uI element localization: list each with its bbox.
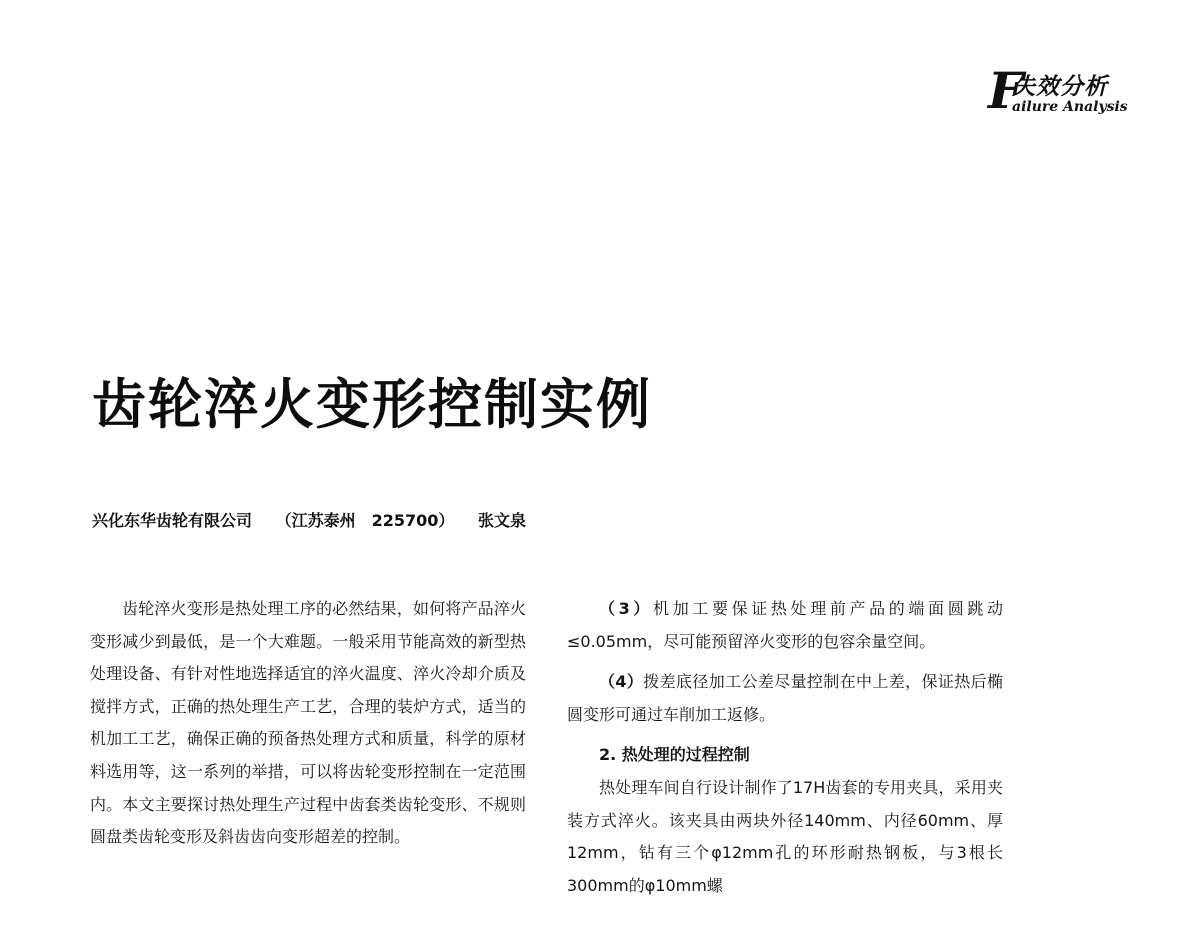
section-initial-letter: F [988,61,1024,120]
section-title-chinese: 失效分析 [1012,74,1108,100]
author-location: （江苏泰州 225700） [275,511,455,530]
item-4-number: （4） [599,672,644,692]
item-3-text: 机加工要保证热处理前产品的端面圆跳动≤0.05mm，尽可能预留淬火变形的包容余量空间。 [567,599,1003,651]
item-3-paragraph [567,593,1003,658]
byline [92,508,526,531]
section-title-english: ailure Analysis [1012,99,1128,115]
process-control-paragraph: 热处理车间自行设计制作了17H齿套的专用夹具，采用夹装方式淬火。该夹具由两块外径140mm、内径60mm、厚12mm，钻有三个φ12mm孔的环形耐热钢板，与3根长300mm的φ10mm螺 [567,777,1003,895]
right-column [567,593,1003,902]
section-header-logo [988,61,1138,122]
intro-paragraph: 齿轮淬火变形是热处理工序的必然结果，如何将产品淬火变形减少到最低，是一个大难题。一般采用节能高效的新型热处理设备、有针对性地选择适宜的淬火温度、淬火冷却介质及搅拌方式，正确的热处理生产工艺，合理的装炉方式，适当的机加工工艺，确保正确的预备热处理方式和质量，科学的原材料选用等，这一系列的举措，可以将齿轮变形控制在一定范围内。本文主要探讨热处理生产过程中齿套类齿轮变形、不规则圆盘类齿轮变形及斜齿齿向变形超差的控制。 [90,599,526,847]
author-company: 兴化东华齿轮有限公司 [92,511,253,530]
item-4-paragraph [567,666,1003,731]
item-3-number: （3） [599,599,654,618]
item-4-text: 拨差底径加工公差尽量控制在中上差，保证热后椭圆变形可通过车削加工返修。 [567,672,1003,724]
author-name: 张文泉 [477,511,526,530]
section-heading-2: 2. 热处理的过程控制 [599,745,750,765]
left-column [90,593,526,854]
article-title: 齿轮淬火变形控制实例 [92,373,652,436]
